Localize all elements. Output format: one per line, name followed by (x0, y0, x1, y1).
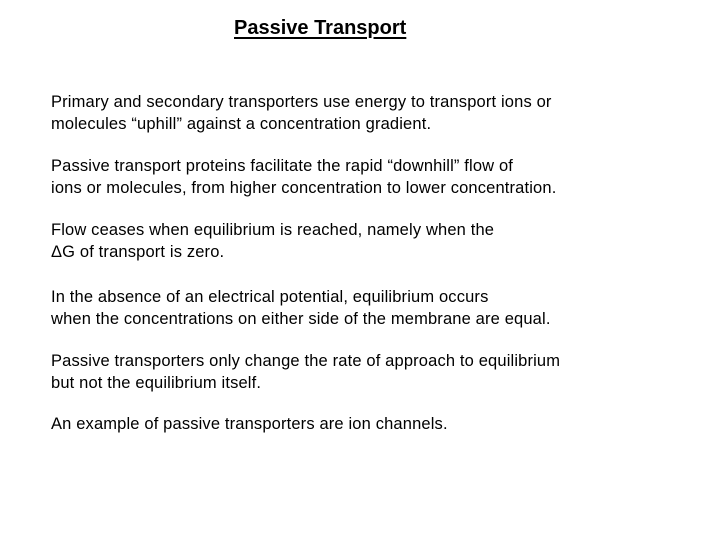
paragraph-line: ions or molecules, from higher concentration to lower concentration. (51, 179, 557, 197)
paragraph-line: Passive transport proteins facilitate the rapid “downhill” flow of (51, 157, 514, 175)
paragraph-line: An example of passive transporters are ion channels. (51, 415, 448, 433)
paragraph-passive-transport-proteins (51, 155, 556, 199)
slide-title: Passive Transport (234, 17, 407, 39)
paragraph-line: ΔG of transport is zero. (51, 243, 225, 261)
paragraph-ion-channels-example (51, 413, 448, 435)
paragraph-flow-ceases (51, 219, 494, 263)
paragraph-line: Primary and secondary transporters use energy to transport ions or (51, 93, 552, 111)
paragraph-line: but not the equilibrium itself. (51, 374, 262, 392)
paragraph-line: when the concentrations on either side of the membrane are equal. (51, 310, 551, 328)
paragraph-rate-of-approach (51, 350, 560, 394)
paragraph-line: In the absence of an electrical potential, equilibrium occurs (51, 288, 489, 306)
paragraph-primary-secondary-transporters (51, 91, 552, 135)
paragraph-electrical-potential (51, 286, 551, 330)
paragraph-line: Passive transporters only change the rate of approach to equilibrium (51, 352, 561, 370)
paragraph-line: molecules “uphill” against a concentration gradient. (51, 115, 432, 133)
paragraph-line: Flow ceases when equilibrium is reached, namely when the (51, 221, 495, 239)
